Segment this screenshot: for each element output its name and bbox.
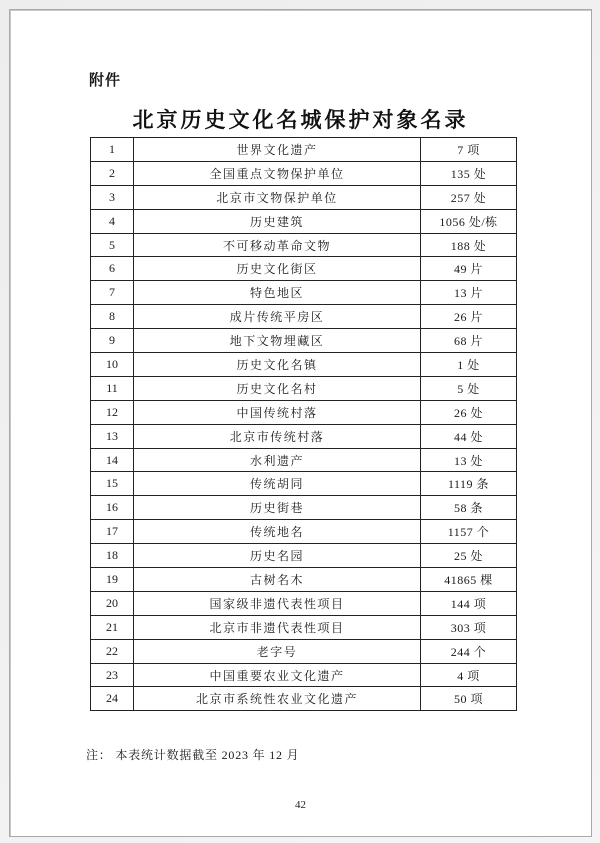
- item-name-cell: 历史文化街区: [134, 257, 421, 281]
- item-name-cell: 不可移动革命文物: [134, 233, 421, 257]
- item-name-cell: 传统地名: [134, 520, 421, 544]
- row-number-cell: 24: [91, 687, 134, 711]
- footnote: 注： 本表统计数据截至 2023 年 12 月: [86, 748, 300, 762]
- table-row: [91, 281, 517, 305]
- table-row: [91, 185, 517, 209]
- item-count-cell: 188 处: [421, 233, 517, 257]
- item-count-cell: 4 项: [421, 663, 517, 687]
- item-name-cell: 国家级非遗代表性项目: [134, 591, 421, 615]
- item-count-cell: 58 条: [421, 496, 517, 520]
- item-count-cell: 244 个: [421, 639, 517, 663]
- page-number: 42: [295, 799, 306, 811]
- table-row: [91, 424, 517, 448]
- table-row: [91, 376, 517, 400]
- table-row: [91, 544, 517, 568]
- table-row: [91, 161, 517, 185]
- item-count-cell: 7 项: [421, 138, 517, 162]
- row-number-cell: 18: [91, 544, 134, 568]
- table-row: [91, 400, 517, 424]
- table-row: [91, 448, 517, 472]
- item-count-cell: 68 片: [421, 329, 517, 353]
- item-name-cell: 北京市非遗代表性项目: [134, 615, 421, 639]
- row-number-cell: 1: [91, 138, 134, 162]
- row-number-cell: 17: [91, 520, 134, 544]
- item-name-cell: 老字号: [134, 639, 421, 663]
- row-number-cell: 2: [91, 161, 134, 185]
- item-count-cell: 303 项: [421, 615, 517, 639]
- table-body: [91, 138, 517, 711]
- row-number-cell: 3: [91, 185, 134, 209]
- item-count-cell: 135 处: [421, 161, 517, 185]
- table-row: [91, 520, 517, 544]
- table-row: [91, 663, 517, 687]
- row-number-cell: 8: [91, 305, 134, 329]
- table-row: [91, 591, 517, 615]
- table-row: [91, 353, 517, 377]
- table-row: [91, 329, 517, 353]
- item-name-cell: 世界文化遗产: [134, 138, 421, 162]
- item-name-cell: 中国传统村落: [134, 400, 421, 424]
- item-count-cell: 144 项: [421, 591, 517, 615]
- row-number-cell: 23: [91, 663, 134, 687]
- row-number-cell: 13: [91, 424, 134, 448]
- item-count-cell: 1157 个: [421, 520, 517, 544]
- page-title: 北京历史文化名城保护对象名录: [132, 109, 469, 132]
- item-count-cell: 1119 条: [421, 472, 517, 496]
- table-row: [91, 233, 517, 257]
- item-name-cell: 水利遗产: [134, 448, 421, 472]
- item-count-cell: 44 处: [421, 424, 517, 448]
- table-row: [91, 496, 517, 520]
- table-row: [91, 138, 517, 162]
- table-row: [91, 305, 517, 329]
- row-number-cell: 12: [91, 400, 134, 424]
- item-name-cell: 历史文化名村: [134, 376, 421, 400]
- item-name-cell: 中国重要农业文化遗产: [134, 663, 421, 687]
- item-count-cell: 1056 处/栋: [421, 209, 517, 233]
- item-name-cell: 历史建筑: [134, 209, 421, 233]
- row-number-cell: 20: [91, 591, 134, 615]
- item-count-cell: 41865 棵: [421, 568, 517, 592]
- row-number-cell: 9: [91, 329, 134, 353]
- item-name-cell: 北京市传统村落: [134, 424, 421, 448]
- item-name-cell: 成片传统平房区: [134, 305, 421, 329]
- item-count-cell: 49 片: [421, 257, 517, 281]
- row-number-cell: 11: [91, 376, 134, 400]
- item-name-cell: 特色地区: [134, 281, 421, 305]
- row-number-cell: 15: [91, 472, 134, 496]
- row-number-cell: 21: [91, 615, 134, 639]
- row-number-cell: 7: [91, 281, 134, 305]
- row-number-cell: 6: [91, 257, 134, 281]
- table-row: [91, 639, 517, 663]
- item-name-cell: 传统胡同: [134, 472, 421, 496]
- item-name-cell: 历史名园: [134, 544, 421, 568]
- item-count-cell: 1 处: [421, 353, 517, 377]
- row-number-cell: 22: [91, 639, 134, 663]
- table-row: [91, 568, 517, 592]
- item-count-cell: 257 处: [421, 185, 517, 209]
- table-row: [91, 472, 517, 496]
- item-count-cell: 13 片: [421, 281, 517, 305]
- attachment-label: 附件: [89, 72, 122, 89]
- row-number-cell: 10: [91, 353, 134, 377]
- row-number-cell: 19: [91, 568, 134, 592]
- item-count-cell: 25 处: [421, 544, 517, 568]
- row-number-cell: 4: [91, 209, 134, 233]
- table-row: [91, 257, 517, 281]
- document-page: [9, 9, 592, 837]
- item-name-cell: 历史街巷: [134, 496, 421, 520]
- item-count-cell: 26 片: [421, 305, 517, 329]
- item-name-cell: 全国重点文物保护单位: [134, 161, 421, 185]
- item-count-cell: 5 处: [421, 376, 517, 400]
- table-row: [91, 209, 517, 233]
- item-name-cell: 古树名木: [134, 568, 421, 592]
- item-name-cell: 历史文化名镇: [134, 353, 421, 377]
- table-row: [91, 615, 517, 639]
- row-number-cell: 16: [91, 496, 134, 520]
- item-count-cell: 50 项: [421, 687, 517, 711]
- item-count-cell: 26 处: [421, 400, 517, 424]
- item-name-cell: 地下文物埋藏区: [134, 329, 421, 353]
- row-number-cell: 5: [91, 233, 134, 257]
- row-number-cell: 14: [91, 448, 134, 472]
- table-row: [91, 687, 517, 711]
- protection-objects-table: [90, 137, 517, 711]
- item-count-cell: 13 处: [421, 448, 517, 472]
- item-name-cell: 北京市系统性农业文化遗产: [134, 687, 421, 711]
- item-name-cell: 北京市文物保护单位: [134, 185, 421, 209]
